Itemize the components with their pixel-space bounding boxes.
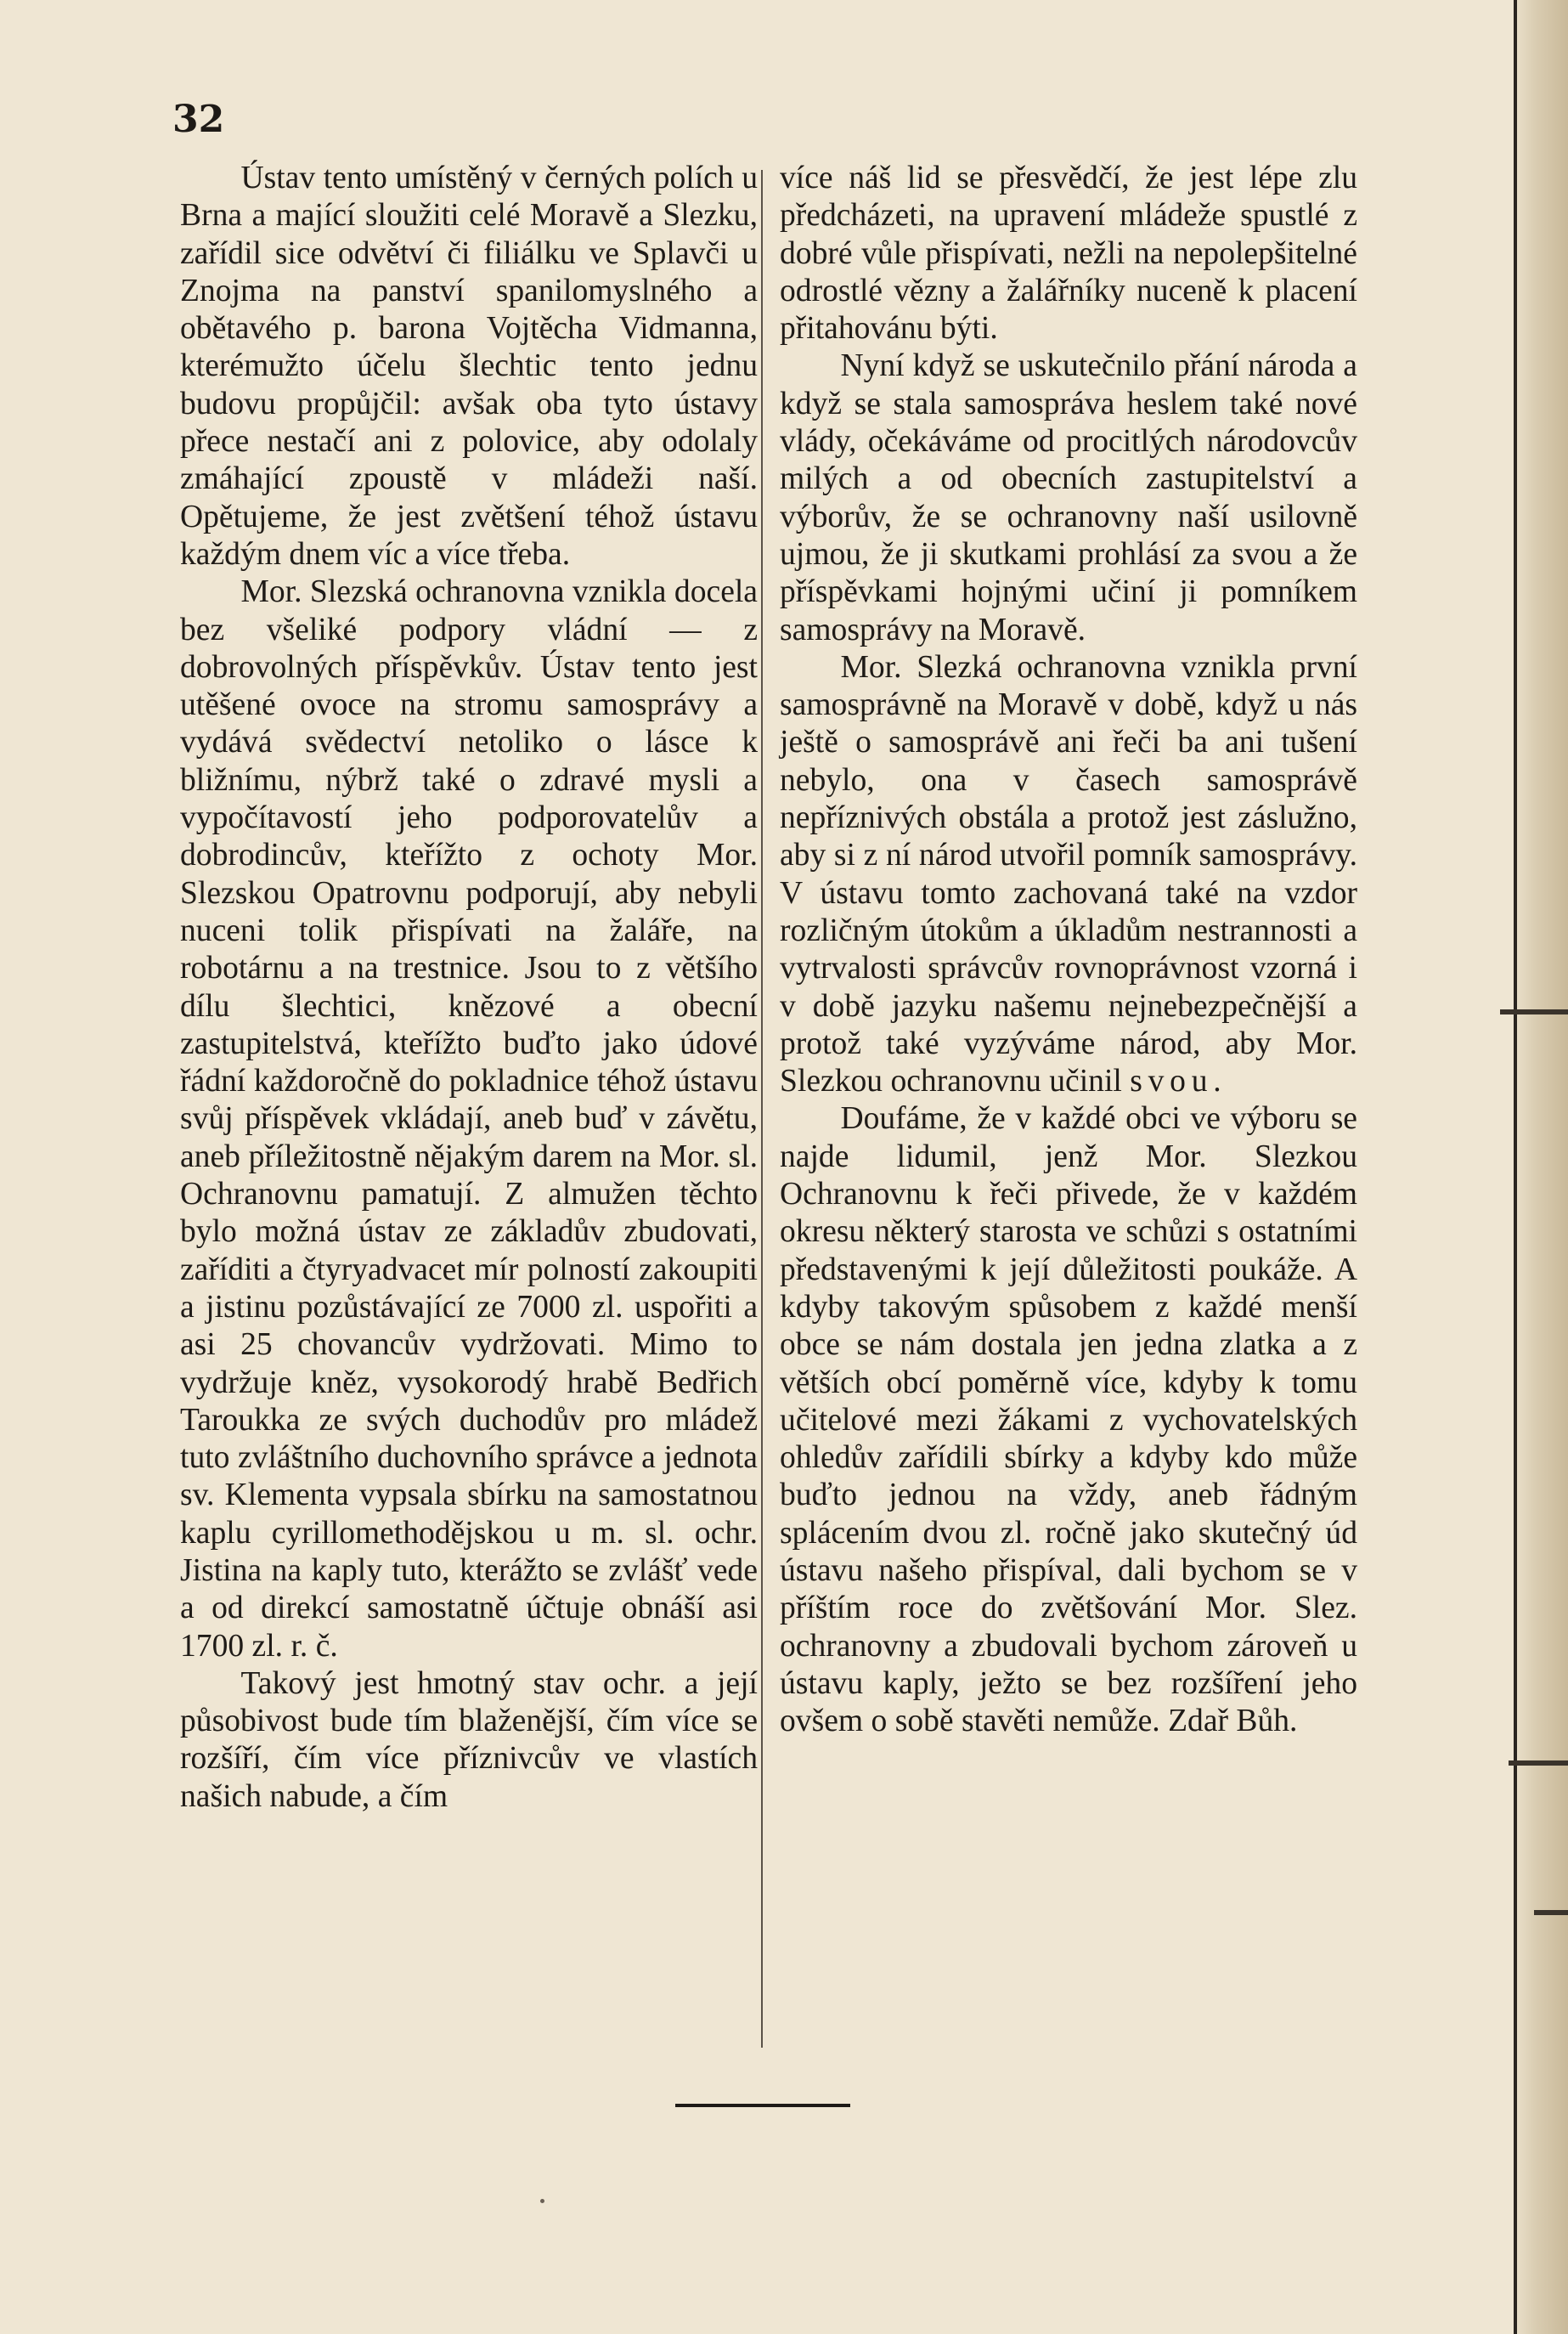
paper-speck bbox=[540, 2199, 544, 2203]
right-text-column bbox=[780, 160, 1357, 1740]
page-edge-shadow bbox=[1515, 0, 1568, 2334]
column-divider bbox=[761, 170, 763, 2048]
paragraph bbox=[780, 649, 1357, 1101]
left-text-column bbox=[180, 160, 758, 1816]
paragraph: Ústav tento umístěný v černých polích u Brna a mající sloužiti celé Moravě a Slezku, zařídil sice odvětví či filiálku ve Splavči u Znojma na panství spanilomyslného a obětavého p. barona Vojtěcha Vidmanna, kterémužto účelu šlechtic tento jednu budovu propůjčil: avšak oba tyto ústavy přece nestačí ani z polovice, aby odolaly zmáhající zpoustě v mládeži naší. Opětujeme, že jest zvětšení téhož ústavu každým dnem víc a více třeba. bbox=[180, 161, 758, 572]
page-edge-line bbox=[1514, 0, 1517, 2334]
paragraph: Doufáme, že v každé obci ve výboru se najde lidumil, jenž Mor. Slezkou Ochranovnu k řeči přivede, že v každém okresu některý starosta ve schůzi s ostatními představenými k její důležitosti poukáže. A kdyby takovým spůsobem z každé menší obce se nám dostala jen jedna zlatka a z větších obcí poměrně více, kdyby k tomu učitelové mezi žákami z vychovatelských ohledův zařídili sbírky a kdyby kdo může buďto jednou na vždy, aneb řádným splácením dvou zl. ročně jako skutečný úd ústavu našeho přispíval, dali bychom se v příštím roce do zvětšování Mor. Slez. ochranovny a zbudovali bychom zároveň u ústavu kaply, ježto se bez rozšíření jeho ovšem o sobě stavěti nemůže. Zdař Bůh. bbox=[780, 1101, 1357, 1739]
edge-mark bbox=[1509, 1760, 1568, 1766]
edge-mark bbox=[1500, 1009, 1568, 1014]
paragraph: Takový jest hmotný stav ochr. a její působivost bude tím blaženější, čím více se rozšíří, čím více příznivcův ve vlastích našich nabude, a čím bbox=[180, 1665, 758, 1814]
end-rule bbox=[675, 2104, 850, 2107]
paragraph-continuation: více náš lid se přesvědčí, že jest lépe zlu předcházeti, na upravení mládeže spustlé z dobré vůle přispívati, nežli na nepolepšitelné odrostlé vězny a žalářníky nuceně k placení přitahovánu býti. bbox=[780, 161, 1357, 347]
paragraph-text: Mor. Slezká ochranovna vznikla první samosprávně na Moravě v době, když u nás ještě o samosprávě ani řeči ba ani tušení nebylo, ona v časech samosprávě nepříznivých obstála a protož jest záslužno, aby si z ní národ utvořil pomník samosprávy. V ústavu tomto zachovaná také na vzdor rozličným útokům a úkladům nestrannosti a vytrvalosti správcův rovnoprávnost vzorná i v době jazyku našemu nejnebezpečnější a protož také vyzýváme národ, aby Mor. Slezkou ochranovnu učinil bbox=[780, 649, 1357, 1099]
paragraph: Nyní když se uskutečnilo přání národa a když se stala samospráva heslem také nové vlády, očekáváme od procitlých národovcův milých a od obecních zastupitelství a výborův, že se ochranovny naší usilovně ujmou, že ji skutkami prohlásí za svou a že příspěvkami hojnými učiní ji pomníkem samosprávy na Moravě. bbox=[780, 348, 1357, 647]
page-number: 32 bbox=[172, 98, 225, 141]
paragraph: Mor. Slezská ochranovna vznikla docela bez všeliké podpory vládní — z dobrovolných příspěvkův. Ústav tento jest utěšené ovoce na stromu samosprávy a vydává svědectví netoliko o lásce k bližnímu, nýbrž také o zdravé mysli a vypočítavostí jeho podporovatelův a dobrodincův, kteřížto z ochoty Mor. Slezskou Opatrovnu podporují, aby nebyli nuceni tolik přispívati na žaláře, na robotárnu a na trestnice. Jsou to z většího dílu šlechtici, knězové a obecní zastupitelstvá, kteřížto buďto jako údové řádní každoročně do pokladnice téhož ústavu svůj příspěvek vkládají, aneb buď v závětu, aneb příležitostně nějakým darem na Mor. sl. Ochranovnu pamatují. Z almužen těchto bylo možná ústav ze základův zbudovati, zaříditi a čtyryadvacet mír polností zakoupiti a jistinu pozůstávající ze 7000 zl. uspořiti a asi 25 chovancův vydržovati. Mimo to vydržuje kněz, vysokorodý hrabě Bedřich Taroukka ze svých duchodův pro mládež tuto zvláštního duchovního správce a jednota sv. Klementa vypsala sbírku na samostatnou kaplu cyrillomethodějskou u m. sl. ochr. Jistina na kaply tuto, kterážto se zvlášť vede a od direkcí samostatně účtuje obnáší asi 1700 zl. r. č. bbox=[180, 574, 758, 1664]
emphasized-word: svou. bbox=[1130, 1064, 1227, 1099]
edge-mark bbox=[1534, 1910, 1568, 1915]
